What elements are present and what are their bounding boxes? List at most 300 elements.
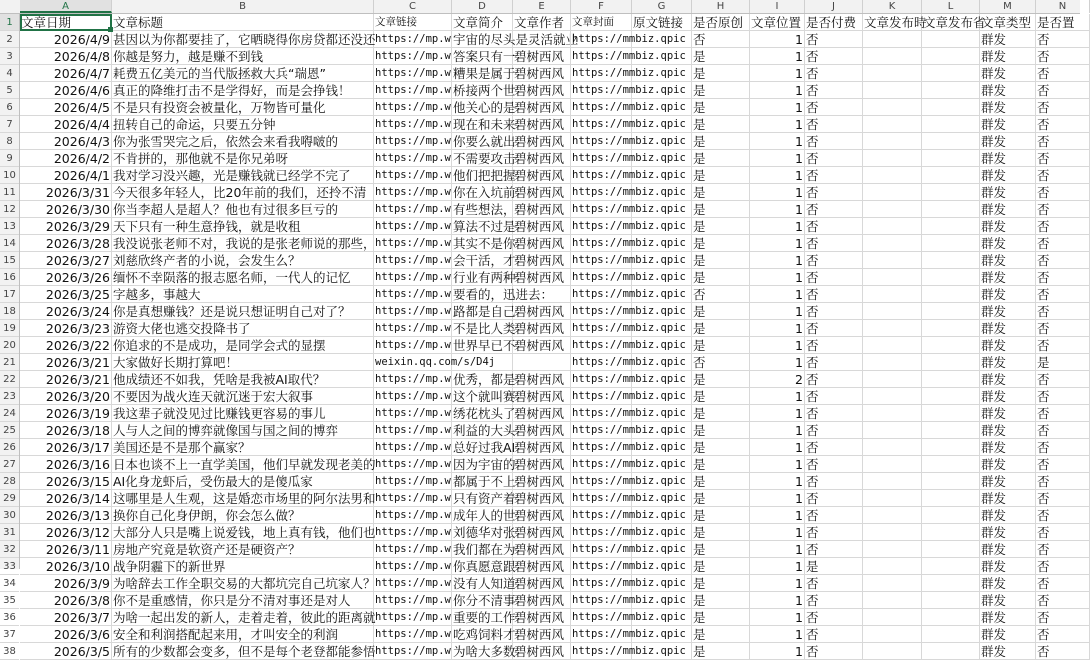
table-cell[interactable] <box>922 167 980 184</box>
row-header-29[interactable]: 29 <box>0 490 19 507</box>
table-cell[interactable]: 现在和未来 <box>453 117 516 132</box>
table-cell[interactable] <box>863 65 922 82</box>
table-cell[interactable]: 碧树西风 <box>513 48 571 65</box>
table-cell[interactable] <box>922 524 980 541</box>
table-cell[interactable]: 群发 <box>980 439 1036 456</box>
table-cell[interactable]: 否 <box>805 643 863 660</box>
table-cell[interactable]: 否 <box>1036 218 1090 235</box>
table-cell[interactable]: https://mmbiz.qpic <box>571 218 632 235</box>
row-header-37[interactable]: 37 <box>0 626 19 643</box>
table-cell[interactable]: https://mp.w <box>374 439 452 456</box>
table-cell[interactable]: https://mmbiz.qpic <box>571 320 632 337</box>
table-cell[interactable]: 否 <box>1036 235 1090 252</box>
table-cell[interactable]: 刘德华对张 <box>453 525 516 540</box>
table-cell[interactable]: 是 <box>692 269 750 286</box>
table-cell[interactable]: 群发 <box>980 65 1036 82</box>
table-cell[interactable]: 2026/4/4 <box>20 116 112 133</box>
table-cell[interactable]: 2026/3/28 <box>20 235 112 252</box>
table-cell[interactable] <box>632 133 692 150</box>
table-cell[interactable]: 游资大佬也逃交投降书了 <box>112 320 374 337</box>
table-cell[interactable] <box>863 524 922 541</box>
table-cell[interactable] <box>922 82 980 99</box>
table-cell[interactable]: https://mmbiz.qpic <box>571 167 632 184</box>
table-cell[interactable]: 碧树西风 <box>513 456 571 473</box>
header-cell[interactable]: 文章链接 <box>374 14 452 31</box>
header-cell[interactable]: 文章类型 <box>980 14 1036 31</box>
table-cell[interactable]: 碧树西风 <box>513 99 571 116</box>
table-cell[interactable] <box>863 575 922 592</box>
header-cell[interactable]: 原文链接 <box>632 14 692 31</box>
table-cell[interactable]: https://mmbiz.qpic <box>571 507 632 524</box>
table-cell[interactable]: 否 <box>805 82 863 99</box>
table-cell[interactable] <box>863 218 922 235</box>
table-cell[interactable]: https://mp.w <box>374 541 452 558</box>
table-cell[interactable]: 群发 <box>980 388 1036 405</box>
row-header-27[interactable]: 27 <box>0 456 19 473</box>
table-cell[interactable]: 1 <box>750 269 805 286</box>
table-cell[interactable]: 2026/3/24 <box>20 303 112 320</box>
row-header-20[interactable]: 20 <box>0 337 19 354</box>
table-cell[interactable]: 是 <box>805 558 863 575</box>
row-header-6[interactable]: 6 <box>0 99 19 116</box>
table-cell[interactable]: 否 <box>805 133 863 150</box>
table-cell[interactable] <box>632 320 692 337</box>
table-cell[interactable] <box>922 592 980 609</box>
table-cell[interactable]: 2026/4/2 <box>20 150 112 167</box>
table-cell[interactable] <box>922 422 980 439</box>
table-cell[interactable]: 是 <box>692 150 750 167</box>
table-cell[interactable]: 1 <box>750 337 805 354</box>
table-cell[interactable] <box>922 235 980 252</box>
table-cell[interactable] <box>632 456 692 473</box>
table-cell[interactable]: 1 <box>750 82 805 99</box>
table-cell[interactable]: https://mmbiz.qpic <box>571 303 632 320</box>
table-cell[interactable]: 否 <box>1036 82 1090 99</box>
table-cell[interactable]: https://mp.w <box>374 201 452 218</box>
column-header-d[interactable]: D <box>452 0 513 13</box>
table-cell[interactable]: https://mmbiz.qpic <box>571 558 632 575</box>
table-cell[interactable]: 否 <box>1036 201 1090 218</box>
table-cell[interactable]: 否 <box>805 371 863 388</box>
table-cell[interactable] <box>863 201 922 218</box>
table-cell[interactable] <box>922 575 980 592</box>
table-cell[interactable]: 群发 <box>980 490 1036 507</box>
table-cell[interactable] <box>863 473 922 490</box>
table-cell[interactable]: 否 <box>692 354 750 371</box>
table-cell[interactable]: 你在入坑前 <box>453 185 516 200</box>
table-cell[interactable]: 你真愿意跟 <box>453 559 516 574</box>
table-cell[interactable]: 碧树西风 <box>513 643 571 660</box>
table-cell[interactable]: 否 <box>805 337 863 354</box>
table-cell[interactable]: 群发 <box>980 201 1036 218</box>
table-cell[interactable]: 碧树西风 <box>513 269 571 286</box>
table-cell[interactable]: 否 <box>692 286 750 303</box>
table-cell[interactable] <box>922 405 980 422</box>
table-cell[interactable]: https://mmbiz.qpic <box>571 201 632 218</box>
table-cell[interactable]: 1 <box>750 184 805 201</box>
table-cell[interactable] <box>922 541 980 558</box>
row-header-25[interactable]: 25 <box>0 422 19 439</box>
table-cell[interactable]: 是 <box>692 48 750 65</box>
active-cell[interactable]: 文章日期 <box>20 14 112 31</box>
table-cell[interactable] <box>863 626 922 643</box>
table-cell[interactable]: 1 <box>750 48 805 65</box>
table-cell[interactable]: 重要的工作 <box>453 610 516 625</box>
table-cell[interactable]: 是 <box>692 405 750 422</box>
column-header-k[interactable]: K <box>863 0 922 13</box>
table-cell[interactable] <box>863 456 922 473</box>
row-header-13[interactable]: 13 <box>0 218 19 235</box>
table-cell[interactable]: 群发 <box>980 116 1036 133</box>
table-cell[interactable]: 碧树西风 <box>513 65 571 82</box>
table-cell[interactable]: https://mmbiz.qpic <box>571 31 632 48</box>
table-cell[interactable]: 2026/3/8 <box>20 592 112 609</box>
table-cell[interactable]: 2026/3/31 <box>20 184 112 201</box>
table-cell[interactable]: 群发 <box>980 456 1036 473</box>
table-cell[interactable]: https://mp.w <box>374 320 452 337</box>
table-cell[interactable]: 1 <box>750 507 805 524</box>
table-cell[interactable]: 你分不清事 <box>453 593 516 608</box>
row-header-16[interactable]: 16 <box>0 269 19 286</box>
table-cell[interactable]: 否 <box>1036 337 1090 354</box>
table-cell[interactable]: 今天很多年轻人，比20年前的我们，还拎不清 <box>112 184 374 201</box>
table-cell[interactable] <box>863 252 922 269</box>
table-cell[interactable]: https://mp.w <box>374 48 452 65</box>
table-cell[interactable]: 2026/3/23 <box>20 320 112 337</box>
table-cell[interactable]: https://mp.w <box>374 82 452 99</box>
table-cell[interactable] <box>632 337 692 354</box>
table-cell[interactable] <box>632 592 692 609</box>
header-cell[interactable]: 文章发布省 <box>923 15 986 30</box>
table-cell[interactable]: 是 <box>692 456 750 473</box>
table-cell[interactable]: 否 <box>1036 405 1090 422</box>
table-cell[interactable]: 群发 <box>980 354 1036 371</box>
table-cell[interactable]: 否 <box>1036 286 1090 303</box>
table-cell[interactable] <box>863 133 922 150</box>
table-cell[interactable]: 否 <box>1036 524 1090 541</box>
table-cell[interactable] <box>863 99 922 116</box>
row-header-28[interactable]: 28 <box>0 473 19 490</box>
table-cell[interactable]: 否 <box>805 31 863 48</box>
table-cell[interactable]: 2026/3/10 <box>20 558 112 575</box>
table-cell[interactable] <box>632 473 692 490</box>
table-cell[interactable]: 否 <box>1036 252 1090 269</box>
table-cell[interactable] <box>922 48 980 65</box>
table-cell[interactable]: 否 <box>805 269 863 286</box>
table-cell[interactable] <box>922 354 980 371</box>
row-header-8[interactable]: 8 <box>0 133 19 150</box>
table-cell[interactable]: 我这辈子就没见过比赚钱更容易的事儿 <box>112 405 374 422</box>
table-cell[interactable]: 碧树西风 <box>513 252 571 269</box>
table-cell[interactable]: 群发 <box>980 558 1036 575</box>
table-cell[interactable]: 是 <box>692 116 750 133</box>
table-cell[interactable]: 2026/3/9 <box>20 575 112 592</box>
table-cell[interactable]: 碧树西风 <box>513 439 571 456</box>
table-cell[interactable] <box>863 337 922 354</box>
table-cell[interactable]: 1 <box>750 320 805 337</box>
table-cell[interactable]: 是 <box>692 167 750 184</box>
row-header-32[interactable]: 32 <box>0 541 19 558</box>
table-cell[interactable] <box>632 286 692 303</box>
table-cell[interactable]: 扭转自己的命运，只要五分钟 <box>112 116 374 133</box>
table-cell[interactable]: 碧树西风 <box>513 592 571 609</box>
table-cell[interactable] <box>632 507 692 524</box>
table-cell[interactable] <box>863 48 922 65</box>
column-header-f[interactable]: F <box>571 0 632 13</box>
table-cell[interactable]: https://mmbiz.qpic <box>571 473 632 490</box>
table-cell[interactable]: 1 <box>750 150 805 167</box>
table-cell[interactable]: 2026/3/17 <box>20 439 112 456</box>
table-cell[interactable]: 否 <box>1036 626 1090 643</box>
row-header-11[interactable]: 11 <box>0 184 19 201</box>
table-cell[interactable]: https://mmbiz.qpic <box>571 371 632 388</box>
header-cell[interactable]: 文章发布時 <box>864 15 927 30</box>
table-cell[interactable]: 否 <box>1036 422 1090 439</box>
header-cell[interactable]: 是否置 <box>1036 14 1090 31</box>
table-cell[interactable]: https://mmbiz.qpic <box>571 133 632 150</box>
table-cell[interactable] <box>922 626 980 643</box>
table-cell[interactable]: 1 <box>750 235 805 252</box>
table-cell[interactable] <box>922 150 980 167</box>
row-header-24[interactable]: 24 <box>0 405 19 422</box>
table-cell[interactable]: https://mp.w <box>374 558 452 575</box>
table-cell[interactable]: 1 <box>750 99 805 116</box>
table-cell[interactable]: 否 <box>805 541 863 558</box>
table-cell[interactable]: https://mmbiz.qpic <box>571 65 632 82</box>
table-cell[interactable]: 你要么就出 <box>453 134 516 149</box>
table-cell[interactable] <box>922 252 980 269</box>
table-cell[interactable]: https://mmbiz.qpic <box>571 354 632 371</box>
table-cell[interactable]: https://mmbiz.qpic <box>571 524 632 541</box>
table-cell[interactable]: https://mp.w <box>374 592 452 609</box>
table-cell[interactable] <box>922 439 980 456</box>
table-cell[interactable]: 否 <box>805 405 863 422</box>
table-cell[interactable]: https://mp.w <box>374 167 452 184</box>
table-cell[interactable]: 2026/3/16 <box>20 456 112 473</box>
table-cell[interactable]: https://mp.w <box>374 524 452 541</box>
table-cell[interactable] <box>513 354 571 371</box>
table-cell[interactable]: 群发 <box>980 320 1036 337</box>
column-header-l[interactable]: L <box>922 0 980 13</box>
table-cell[interactable] <box>922 269 980 286</box>
table-cell[interactable]: 只有资产着 <box>453 491 516 506</box>
table-cell[interactable]: 我们都在为 <box>453 542 516 557</box>
table-cell[interactable]: 否 <box>805 303 863 320</box>
table-cell[interactable]: https://mp.w <box>374 65 452 82</box>
table-cell[interactable]: 碧树西风 <box>513 558 571 575</box>
table-cell[interactable] <box>863 184 922 201</box>
table-cell[interactable] <box>863 303 922 320</box>
table-cell[interactable]: 都属于不上 <box>453 474 516 489</box>
fill-handle[interactable] <box>108 27 113 32</box>
table-cell[interactable] <box>863 490 922 507</box>
table-cell[interactable]: 否 <box>1036 490 1090 507</box>
table-cell[interactable]: 1 <box>750 116 805 133</box>
table-cell[interactable] <box>922 558 980 575</box>
table-cell[interactable] <box>863 116 922 133</box>
table-cell[interactable]: 群发 <box>980 99 1036 116</box>
table-cell[interactable]: 1 <box>750 218 805 235</box>
column-header-g[interactable]: G <box>632 0 692 13</box>
table-cell[interactable]: https://mp.w <box>374 269 452 286</box>
table-cell[interactable]: 否 <box>1036 439 1090 456</box>
table-cell[interactable]: 否 <box>1036 150 1090 167</box>
table-cell[interactable]: 是 <box>692 592 750 609</box>
table-cell[interactable]: 绣花枕头了 <box>453 406 516 421</box>
column-header-m[interactable]: M <box>980 0 1036 13</box>
table-cell[interactable]: 否 <box>805 609 863 626</box>
table-cell[interactable]: 否 <box>805 184 863 201</box>
table-cell[interactable]: 否 <box>1036 371 1090 388</box>
table-cell[interactable]: https://mmbiz.qpic <box>571 490 632 507</box>
table-cell[interactable]: 群发 <box>980 575 1036 592</box>
table-cell[interactable]: 否 <box>1036 48 1090 65</box>
table-cell[interactable]: 因为宇宙的 <box>453 457 516 472</box>
header-cell[interactable]: 文章标题 <box>112 14 374 31</box>
table-cell[interactable] <box>922 133 980 150</box>
table-cell[interactable]: 否 <box>1036 575 1090 592</box>
row-header-22[interactable]: 22 <box>0 371 19 388</box>
table-cell[interactable] <box>632 201 692 218</box>
table-cell[interactable]: 1 <box>750 592 805 609</box>
table-cell[interactable]: 否 <box>1036 65 1090 82</box>
table-cell[interactable]: 是 <box>692 558 750 575</box>
row-header-33[interactable]: 33 <box>0 558 19 575</box>
table-cell[interactable]: 否 <box>805 320 863 337</box>
table-cell[interactable]: https://mp.w <box>374 490 452 507</box>
table-cell[interactable]: 否 <box>805 65 863 82</box>
table-cell[interactable]: 是 <box>692 218 750 235</box>
table-cell[interactable]: 你不是重感情，你只是分不清对事还是对人 <box>112 592 374 609</box>
table-cell[interactable] <box>863 541 922 558</box>
table-cell[interactable]: 是 <box>692 303 750 320</box>
table-cell[interactable]: 1 <box>750 541 805 558</box>
table-cell[interactable]: 群发 <box>980 422 1036 439</box>
table-cell[interactable]: https://mmbiz.qpic <box>571 82 632 99</box>
column-header-c[interactable]: C <box>374 0 452 13</box>
table-cell[interactable] <box>632 643 692 660</box>
table-cell[interactable] <box>632 167 692 184</box>
table-cell[interactable]: 天下只有一种生意挣钱，就是收租 <box>112 218 374 235</box>
table-cell[interactable]: 碧树西风 <box>513 184 571 201</box>
table-cell[interactable]: 不是比人类 <box>453 321 516 336</box>
table-cell[interactable]: 否 <box>1036 31 1090 48</box>
table-cell[interactable] <box>863 388 922 405</box>
table-cell[interactable]: 是 <box>692 82 750 99</box>
table-cell[interactable]: 2026/4/9 <box>20 31 112 48</box>
table-cell[interactable]: 群发 <box>980 473 1036 490</box>
table-cell[interactable]: 2026/3/13 <box>20 507 112 524</box>
table-cell[interactable] <box>632 82 692 99</box>
table-cell[interactable]: 行业有两种 <box>453 270 516 285</box>
table-cell[interactable]: 人与人之间的博弈就像国与国之间的博弈 <box>112 422 374 439</box>
table-cell[interactable]: 这哪里是人生观，这是婚恋市场里的阿尔法男和 <box>113 491 376 506</box>
table-cell[interactable]: 群发 <box>980 252 1036 269</box>
table-cell[interactable]: https://mp.w <box>374 286 452 303</box>
table-cell[interactable]: 碧树西风 <box>513 490 571 507</box>
table-cell[interactable]: 群发 <box>980 82 1036 99</box>
table-cell[interactable]: AI化身龙虾后，受伤最大的是傻瓜家 <box>112 473 374 490</box>
table-cell[interactable]: 2 <box>750 371 805 388</box>
table-cell[interactable]: 2026/4/6 <box>20 82 112 99</box>
table-cell[interactable]: 碧树西风 <box>513 82 571 99</box>
table-cell[interactable]: 是 <box>692 422 750 439</box>
table-cell[interactable]: 2026/3/26 <box>20 269 112 286</box>
table-cell[interactable]: 否 <box>1036 320 1090 337</box>
table-cell[interactable]: https://mp.w <box>374 303 452 320</box>
table-cell[interactable]: 1 <box>750 167 805 184</box>
table-cell[interactable]: 群发 <box>980 507 1036 524</box>
table-cell[interactable]: 群发 <box>980 337 1036 354</box>
table-cell[interactable]: 否 <box>805 626 863 643</box>
table-cell[interactable]: 你当李超人是超人？他也有过很多巨亏的 <box>112 201 374 218</box>
table-cell[interactable]: 群发 <box>980 235 1036 252</box>
table-cell[interactable]: https://mp.w <box>374 133 452 150</box>
table-cell[interactable]: 2026/4/8 <box>20 48 112 65</box>
table-cell[interactable]: 是 <box>692 507 750 524</box>
table-cell[interactable] <box>922 507 980 524</box>
table-cell[interactable]: 否 <box>805 388 863 405</box>
table-cell[interactable]: 2026/3/18 <box>20 422 112 439</box>
table-cell[interactable]: 1 <box>750 31 805 48</box>
table-cell[interactable] <box>632 524 692 541</box>
table-cell[interactable]: 否 <box>805 150 863 167</box>
table-cell[interactable]: 否 <box>805 201 863 218</box>
table-cell[interactable] <box>922 116 980 133</box>
table-cell[interactable]: 碧树西风 <box>513 235 571 252</box>
table-cell[interactable]: 否 <box>805 507 863 524</box>
table-cell[interactable]: 日本也谈不上一直学美国，他们早就发现老美的 <box>113 457 376 472</box>
table-cell[interactable]: https://mp.w <box>374 609 452 626</box>
row-header-14[interactable]: 14 <box>0 235 19 252</box>
table-cell[interactable]: 碧树西风 <box>513 541 571 558</box>
table-cell[interactable] <box>922 320 980 337</box>
table-cell[interactable]: 否 <box>1036 133 1090 150</box>
table-cell[interactable]: 是 <box>692 439 750 456</box>
table-cell[interactable]: 2026/3/14 <box>20 490 112 507</box>
row-header-23[interactable]: 23 <box>0 388 19 405</box>
table-cell[interactable]: 是 <box>692 388 750 405</box>
table-cell[interactable]: 利益的大头 <box>453 423 516 438</box>
table-cell[interactable]: https://mp.w <box>374 31 452 48</box>
table-cell[interactable] <box>632 269 692 286</box>
table-cell[interactable]: 2026/3/27 <box>20 252 112 269</box>
table-cell[interactable]: https://mmbiz.qpic <box>571 337 632 354</box>
row-header-10[interactable]: 10 <box>0 167 19 184</box>
table-cell[interactable]: 1 <box>750 626 805 643</box>
table-cell[interactable]: 否 <box>1036 167 1090 184</box>
table-cell[interactable] <box>863 643 922 660</box>
table-cell[interactable]: 1 <box>750 422 805 439</box>
table-cell[interactable]: 不要因为战火连天就沉迷于宏大叙事 <box>112 388 374 405</box>
table-cell[interactable]: 碧树西风 <box>513 473 571 490</box>
table-cell[interactable]: 群发 <box>980 269 1036 286</box>
table-cell[interactable] <box>513 286 571 303</box>
table-cell[interactable]: 否 <box>1036 609 1090 626</box>
row-header-5[interactable]: 5 <box>0 82 19 99</box>
table-cell[interactable]: https://mp.w <box>374 99 452 116</box>
table-cell[interactable]: https://mp.w <box>374 473 452 490</box>
table-cell[interactable]: https://mmbiz.qpic <box>571 456 632 473</box>
table-cell[interactable]: 是 <box>692 490 750 507</box>
table-cell[interactable]: 是 <box>692 320 750 337</box>
table-cell[interactable]: 群发 <box>980 643 1036 660</box>
table-cell[interactable]: 否 <box>1036 541 1090 558</box>
table-cell[interactable]: 否 <box>805 490 863 507</box>
table-cell[interactable]: 2026/3/29 <box>20 218 112 235</box>
table-cell[interactable] <box>632 575 692 592</box>
table-cell[interactable] <box>632 354 692 371</box>
